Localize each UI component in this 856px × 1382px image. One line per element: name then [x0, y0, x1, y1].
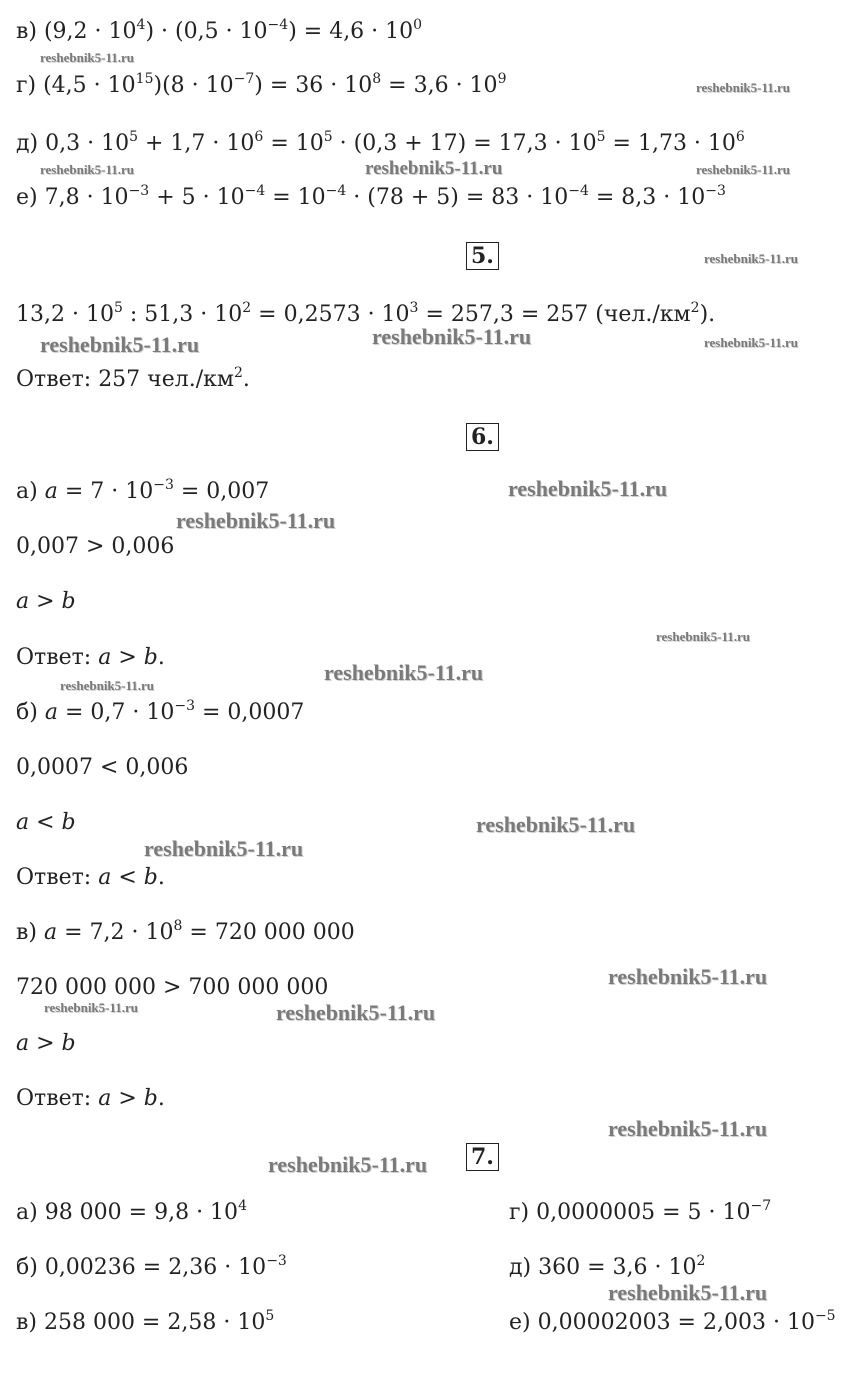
watermark: reshebnik5-11.ru: [176, 508, 336, 533]
watermark: reshebnik5-11.ru: [696, 162, 791, 177]
task-6v-line3: a > b: [16, 1031, 76, 1056]
watermark: reshebnik5-11.ru: [476, 812, 636, 837]
task-7g: г) $0,0000005 = 5 \cdot 10^{-7}$: [509, 1198, 772, 1225]
eq-4e: е) $7,8 \cdot 10^{-3} + 5 \cdot 10^{-4} = 10^{-4} \cdot (78 + 5) = 83 \cdot 10^{-4} = 8,3 \cdot 10^{-3}$: [16, 183, 726, 210]
task-7d: д) $360 = 3,6 \cdot 10^2$: [509, 1253, 706, 1280]
task-6a-line3: a > b: [16, 589, 76, 614]
watermark: reshebnik5-11.ru: [40, 50, 135, 65]
task-6a-answer: Ответ: a > b.: [16, 645, 165, 670]
watermark: reshebnik5-11.ru: [704, 335, 799, 350]
task-7a: а) 98 $000 = 9,8 \cdot 10^4$: [16, 1198, 247, 1225]
watermark: reshebnik5-11.ru: [60, 678, 155, 693]
watermark: reshebnik5-11.ru: [608, 964, 768, 989]
watermark: reshebnik5-11.ru: [608, 1116, 768, 1141]
task-6v-answer: Ответ: a > b.: [16, 1086, 165, 1111]
task-6b-line1: б) $a = 0,7 \cdot 10^{-3} = 0,0007$: [16, 698, 305, 725]
watermark: reshebnik5-11.ru: [696, 80, 791, 95]
task-6-number: 6.: [466, 423, 499, 451]
watermark: reshebnik5-11.ru: [508, 476, 668, 501]
task-6a-line1: а) $a = 7 \cdot 10^{-3} = 0,007$: [16, 477, 270, 504]
task-6v-line2: 720 000 000 > 700 000 000: [16, 975, 329, 1000]
watermark: reshebnik5-11.ru: [656, 629, 751, 644]
task-5-calc: $13,2 \cdot 10^5$ : $51,3 \cdot 10^2 = 0,2573 \cdot 10^3 = 257,3 = 257$ $(чел./км^2)$.: [16, 300, 716, 327]
watermark: reshebnik5-11.ru: [365, 158, 503, 179]
watermark: reshebnik5-11.ru: [144, 836, 304, 861]
task-7v: в) 258 $000 = 2,58 \cdot 10^5$: [16, 1308, 275, 1335]
watermark: reshebnik5-11.ru: [324, 660, 484, 685]
task-7b: б) $0,00236 = 2,36 \cdot 10^{-3}$: [16, 1253, 287, 1280]
task-6b-line3: a < b: [16, 810, 76, 835]
watermark: reshebnik5-11.ru: [44, 1000, 139, 1015]
watermark: reshebnik5-11.ru: [40, 332, 200, 357]
task-5-answer: Ответ: 257 $чел./км^2$.: [16, 365, 250, 392]
watermark: reshebnik5-11.ru: [268, 1152, 428, 1177]
watermark: reshebnik5-11.ru: [608, 1280, 768, 1305]
eq-4v: в) $(9,2 \cdot 10^4) \cdot (0,5 \cdot 10^{-4}) = 4,6 \cdot 10^0$: [16, 17, 423, 44]
task-6v-line1: в) $a = 7,2 \cdot 10^8 = 720$ 000 000: [16, 918, 355, 945]
task-7-number: 7.: [466, 1143, 499, 1171]
watermark: reshebnik5-11.ru: [276, 1000, 436, 1025]
task-6b-line2: 0,0007 < 0,006: [16, 755, 189, 780]
task-7e: е) $0,00002003 = 2,003 \cdot 10^{-5}$: [509, 1308, 836, 1335]
watermark: reshebnik5-11.ru: [372, 324, 532, 349]
task-6b-answer: Ответ: a < b.: [16, 865, 165, 890]
eq-4g: г) $(4,5 \cdot 10^{15})(8 \cdot 10^{-7}) = 36 \cdot 10^8 = 3,6 \cdot 10^9$: [16, 71, 507, 98]
task-6a-line2: 0,007 > 0,006: [16, 534, 175, 559]
task-5-number: 5.: [466, 242, 499, 270]
watermark: reshebnik5-11.ru: [704, 251, 799, 266]
watermark: reshebnik5-11.ru: [40, 162, 135, 177]
eq-4d: д) $0,3 \cdot 10^5 + 1,7 \cdot 10^6 = 10^5 \cdot (0,3 + 17) = 17,3 \cdot 10^5 = 1,73 \cdot 10^6$: [16, 129, 745, 156]
